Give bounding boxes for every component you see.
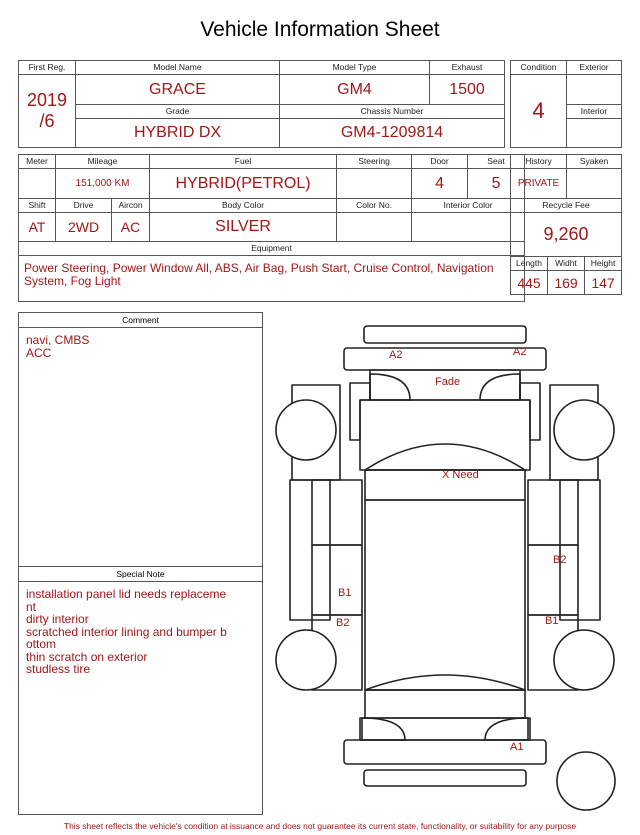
damage-b1-right-quarter: B1	[545, 615, 559, 627]
recycle-fee-label: Recycle Fee	[511, 199, 622, 213]
special-note-line: studless tire	[26, 662, 91, 676]
first-reg-year: 2019	[26, 90, 68, 110]
grade-label: Grade	[76, 105, 280, 119]
shift-value: AT	[19, 213, 56, 242]
special-note-line: ottom	[26, 637, 57, 651]
seat-label: Seat	[468, 155, 525, 169]
interior-label: Interior	[567, 105, 622, 119]
hood	[360, 400, 530, 470]
special-note-line: installation panel lid needs replaceme	[26, 587, 227, 601]
color-no-value	[337, 213, 412, 242]
model-name-value: GRACE	[76, 75, 280, 105]
damage-b1-left-door: B1	[338, 587, 352, 599]
grade-value: HYBRID DX	[76, 119, 280, 148]
car-damage-diagram	[270, 318, 622, 818]
chassis-label: Chassis Number	[280, 105, 505, 119]
interior-value	[567, 119, 622, 148]
color-no-label: Color No.	[337, 199, 412, 213]
width-value: 169	[548, 271, 585, 295]
length-label: Length	[511, 257, 548, 271]
left-front-wheel	[276, 400, 336, 460]
right-front-wheel	[554, 400, 614, 460]
condition-label: Condition	[511, 61, 567, 75]
model-type-label: Model Type	[280, 61, 430, 75]
seat-value: 5	[468, 169, 525, 199]
fuel-value: HYBRID(PETROL)	[150, 169, 337, 199]
left-tail-light	[362, 718, 405, 740]
steering-label: Steering	[337, 155, 412, 169]
left-side-sill	[290, 480, 330, 620]
roof	[365, 500, 525, 690]
rear-window	[365, 675, 525, 690]
equipment-label: Equipment	[19, 242, 525, 256]
special-note-line: scratched interior lining and bumper b	[26, 624, 227, 639]
steering-value	[337, 169, 412, 199]
drive-value: 2WD	[56, 213, 112, 242]
rear-panel	[360, 718, 530, 740]
footer-disclaimer: This sheet reflects the vehicle's condition at issuance and does not guarantee its current state, functionality, or suitability for any purpose	[63, 821, 577, 831]
syaken-label: Syaken	[567, 155, 622, 169]
aircon-value: AC	[112, 213, 150, 242]
right-rear-wheel	[554, 630, 614, 690]
comment-line: navi, CMBS	[26, 333, 90, 347]
mileage-value: 151,000 KM	[56, 169, 150, 199]
history-label: History	[511, 155, 567, 169]
special-note-line: thin scratch on exterior	[26, 649, 148, 664]
history-value: PRIVATE	[511, 169, 567, 199]
condition-table	[510, 60, 622, 148]
equipment-value: Power Steering, Power Window All, ABS, Air Bag, Push Start, Cruise Control, Navigation System, Fog Light	[24, 261, 494, 288]
height-label: Height	[585, 257, 622, 271]
body-color-label: Body Color	[150, 199, 337, 213]
condition-value: 4	[511, 75, 567, 148]
comment-panel	[18, 312, 263, 567]
comment-label: Comment	[19, 313, 262, 328]
special-note-line: dirty interior	[26, 612, 89, 626]
exterior-label: Exterior	[567, 61, 622, 75]
model-name-label: Model Name	[76, 61, 280, 75]
right-headlight	[480, 374, 520, 400]
shift-label: Shift	[19, 199, 56, 213]
trunk-lid	[365, 690, 525, 718]
damage-b2-right-door: B2	[553, 554, 567, 566]
width-label: Widht	[548, 257, 585, 271]
exhaust-label: Exhaust	[430, 61, 505, 75]
recycle-fee-value: 9,260	[511, 213, 622, 257]
body-color-value: SILVER	[150, 213, 337, 242]
mileage-label: Mileage	[56, 155, 150, 169]
special-note-label: Special Note	[19, 567, 262, 582]
door-label: Door	[412, 155, 468, 169]
syaken-value	[567, 169, 622, 199]
special-note-text	[19, 582, 262, 676]
special-note-panel	[18, 566, 263, 815]
damage-a1-rear-bumper: A1	[510, 741, 524, 753]
damage-b2-left-quarter: B2	[336, 617, 350, 629]
damage-a2-front-right: A2	[513, 346, 527, 358]
page-title: Vehicle Information Sheet	[200, 18, 440, 41]
exhaust-value: 1500	[430, 75, 505, 105]
meter-label: Meter	[19, 155, 56, 169]
left-front-door	[312, 480, 362, 545]
door-value: 4	[412, 169, 468, 199]
left-rear-door	[312, 545, 362, 615]
vehicle-main-table	[18, 60, 505, 148]
spare-tire	[557, 752, 615, 810]
aircon-label: Aircon	[112, 199, 150, 213]
height-value: 147	[585, 271, 622, 295]
rear-bumper-lower	[364, 770, 526, 786]
right-front-door	[528, 480, 578, 545]
damage-a2-front-left: A2	[389, 349, 403, 361]
special-note-line: nt	[26, 599, 37, 614]
length-value: 445	[511, 271, 548, 295]
right-side-sill	[560, 480, 600, 620]
chassis-value: GM4-1209814	[280, 119, 505, 148]
windshield	[365, 444, 525, 470]
meter-value	[19, 169, 56, 199]
right-tail-light	[485, 718, 528, 740]
first-reg-month: /6	[39, 111, 55, 131]
interior-color-value	[412, 213, 525, 242]
damage-fade-hood: Fade	[435, 376, 461, 388]
first-reg-value	[19, 75, 76, 148]
drive-label: Drive	[56, 199, 112, 213]
front-bumper	[364, 326, 526, 343]
comment-line: ACC	[26, 345, 52, 360]
comment-text	[19, 328, 262, 359]
left-headlight	[370, 374, 410, 400]
model-type-value: GM4	[280, 75, 430, 105]
exterior-value	[567, 75, 622, 105]
left-rear-wheel	[276, 630, 336, 690]
history-table	[510, 154, 622, 295]
interior-color-label: Interior Color	[412, 199, 525, 213]
fuel-label: Fuel	[150, 155, 337, 169]
first-reg-label: First Reg.	[19, 61, 76, 75]
damage-x-need-windshield: X Need	[442, 469, 479, 481]
